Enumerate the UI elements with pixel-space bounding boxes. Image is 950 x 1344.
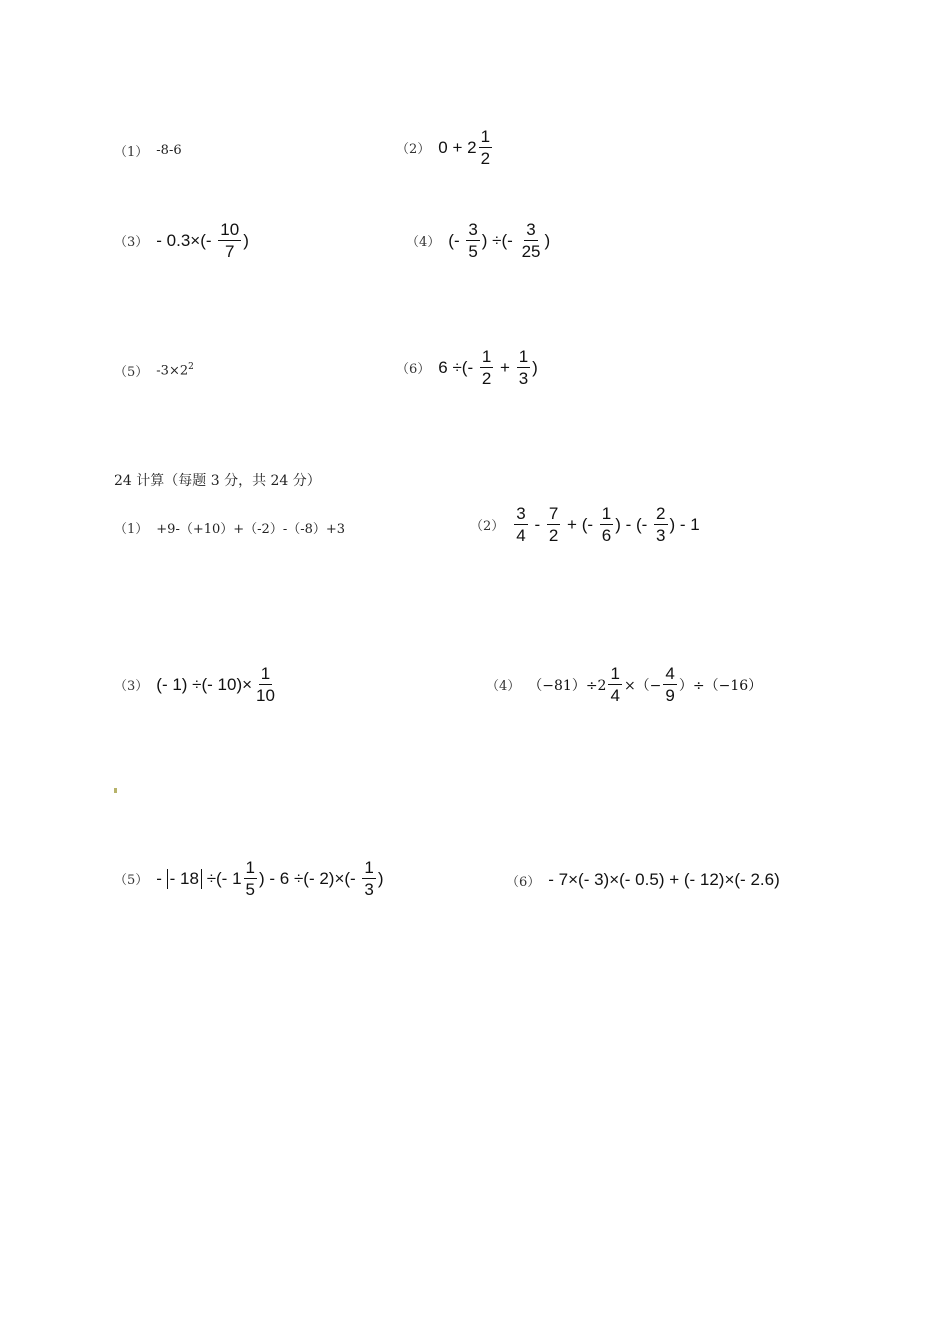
problem-label: （3） bbox=[114, 235, 149, 250]
problem-label: （2） bbox=[396, 142, 431, 157]
fraction bbox=[362, 859, 375, 898]
question-label: （4） bbox=[486, 679, 521, 694]
expr-text: (- 1) ÷(- 10)× bbox=[156, 674, 253, 694]
denominator: 5 bbox=[245, 880, 255, 899]
numerator: 1 bbox=[481, 347, 492, 366]
expr-text: ) bbox=[243, 230, 249, 250]
fraction bbox=[254, 665, 277, 704]
numerator: 1 bbox=[260, 664, 271, 683]
section-heading: 24 计算（每题 3 分，共 24 分） bbox=[114, 473, 321, 489]
fraction bbox=[514, 505, 527, 544]
question-1 bbox=[114, 518, 345, 537]
question-expression: +9-（+10）+（-2）-（-8）+3 bbox=[156, 522, 346, 537]
numerator: 3 bbox=[468, 220, 478, 239]
expr-text: 6 ÷(- bbox=[438, 357, 478, 377]
numerator: 1 bbox=[245, 858, 255, 877]
question-expression bbox=[512, 505, 699, 544]
problem-4 bbox=[406, 221, 550, 260]
numerator: 4 bbox=[665, 664, 675, 683]
problem-label: （5） bbox=[114, 365, 149, 380]
expr-text: - bbox=[529, 514, 545, 534]
numerator: 1 bbox=[610, 664, 620, 683]
expr-text: - 0.3×(- bbox=[156, 230, 217, 250]
numerator: 2 bbox=[656, 504, 666, 523]
numerator: 1 bbox=[601, 504, 612, 523]
denominator: 7 bbox=[225, 242, 235, 261]
question-3 bbox=[114, 665, 279, 704]
denominator: 25 bbox=[521, 242, 541, 261]
expr-text: ) bbox=[377, 868, 384, 888]
denominator: 10 bbox=[256, 686, 275, 705]
expr-text: ÷(- 1 bbox=[201, 868, 242, 888]
fraction bbox=[600, 505, 613, 544]
question-label: （3） bbox=[114, 679, 149, 694]
denominator: 4 bbox=[516, 526, 526, 545]
question-label: （5） bbox=[114, 873, 149, 888]
denominator: 2 bbox=[480, 149, 491, 168]
expr-text: ）÷（−16） bbox=[678, 677, 763, 694]
expr-text: ) - (- bbox=[615, 514, 653, 534]
question-4 bbox=[486, 665, 762, 704]
fraction bbox=[466, 221, 479, 260]
numerator: 3 bbox=[526, 220, 536, 239]
expr-text: 0 + 2 bbox=[438, 137, 477, 157]
expr-text: （−81）÷2 bbox=[528, 677, 607, 694]
question-label: （2） bbox=[470, 519, 505, 534]
fraction bbox=[663, 665, 676, 704]
expr-text: (- bbox=[448, 230, 465, 250]
absolute-value: - 18 bbox=[167, 869, 202, 889]
problem-label: （4） bbox=[406, 235, 441, 250]
expr-text: ) - 1 bbox=[669, 514, 700, 534]
fraction bbox=[218, 221, 241, 260]
expr-text: + (- bbox=[562, 514, 598, 534]
problem-expression bbox=[438, 128, 494, 167]
denominator: 5 bbox=[468, 242, 478, 261]
numerator: 1 bbox=[518, 347, 529, 366]
expr-text: ) - 6 ÷(- 2)×(- bbox=[259, 868, 361, 888]
denominator: 3 bbox=[364, 880, 374, 899]
expr-text: ) ÷(- bbox=[481, 230, 518, 250]
expr-text: ×（− bbox=[623, 677, 662, 694]
problem-6 bbox=[396, 348, 538, 387]
fraction bbox=[547, 505, 560, 544]
question-5 bbox=[114, 859, 384, 898]
question-6 bbox=[506, 870, 780, 890]
question-expression bbox=[528, 665, 762, 704]
problem-expression bbox=[156, 362, 194, 378]
fraction bbox=[244, 859, 257, 898]
fraction bbox=[520, 221, 543, 260]
stray-mark bbox=[114, 788, 117, 793]
denominator: 6 bbox=[601, 526, 612, 545]
fraction bbox=[480, 348, 493, 387]
problem-expression bbox=[156, 221, 249, 260]
fraction bbox=[654, 505, 667, 544]
fraction bbox=[517, 348, 530, 387]
question-expression bbox=[548, 870, 779, 890]
exponent: 2 bbox=[188, 362, 194, 373]
problem-5 bbox=[114, 361, 194, 380]
expr-text: - bbox=[156, 868, 167, 888]
fraction bbox=[479, 128, 492, 167]
expr-text: -3×2 bbox=[156, 363, 189, 379]
numerator: 1 bbox=[364, 858, 374, 877]
numerator: 1 bbox=[480, 127, 491, 146]
problem-expression bbox=[438, 348, 538, 387]
problem-1 bbox=[114, 141, 182, 160]
expr-text: ) bbox=[544, 230, 551, 250]
denominator: 9 bbox=[665, 686, 675, 705]
denominator: 2 bbox=[548, 526, 559, 545]
question-label: （1） bbox=[114, 522, 149, 537]
problem-label: （6） bbox=[396, 362, 431, 377]
problem-3 bbox=[114, 221, 249, 260]
expr-text: - 7×(- 3)×(- 0.5) + (- 12)×(- 2.6) bbox=[548, 870, 780, 889]
denominator: 3 bbox=[518, 369, 529, 388]
denominator: 3 bbox=[656, 526, 666, 545]
fraction bbox=[608, 665, 621, 704]
question-expression bbox=[156, 665, 279, 704]
numerator: 3 bbox=[516, 504, 526, 523]
numerator: 7 bbox=[548, 504, 559, 523]
denominator: 4 bbox=[610, 686, 620, 705]
question-expression bbox=[156, 859, 383, 898]
expr-text: ) bbox=[532, 357, 538, 377]
denominator: 2 bbox=[481, 369, 492, 388]
question-label: （6） bbox=[506, 874, 541, 890]
problem-2 bbox=[396, 128, 494, 167]
problem-expression: -8-6 bbox=[156, 143, 182, 158]
problem-expression bbox=[448, 221, 550, 260]
numerator: 10 bbox=[220, 220, 240, 239]
expr-text: + bbox=[495, 357, 515, 377]
question-2 bbox=[470, 505, 700, 544]
problem-label: （1） bbox=[114, 145, 149, 160]
